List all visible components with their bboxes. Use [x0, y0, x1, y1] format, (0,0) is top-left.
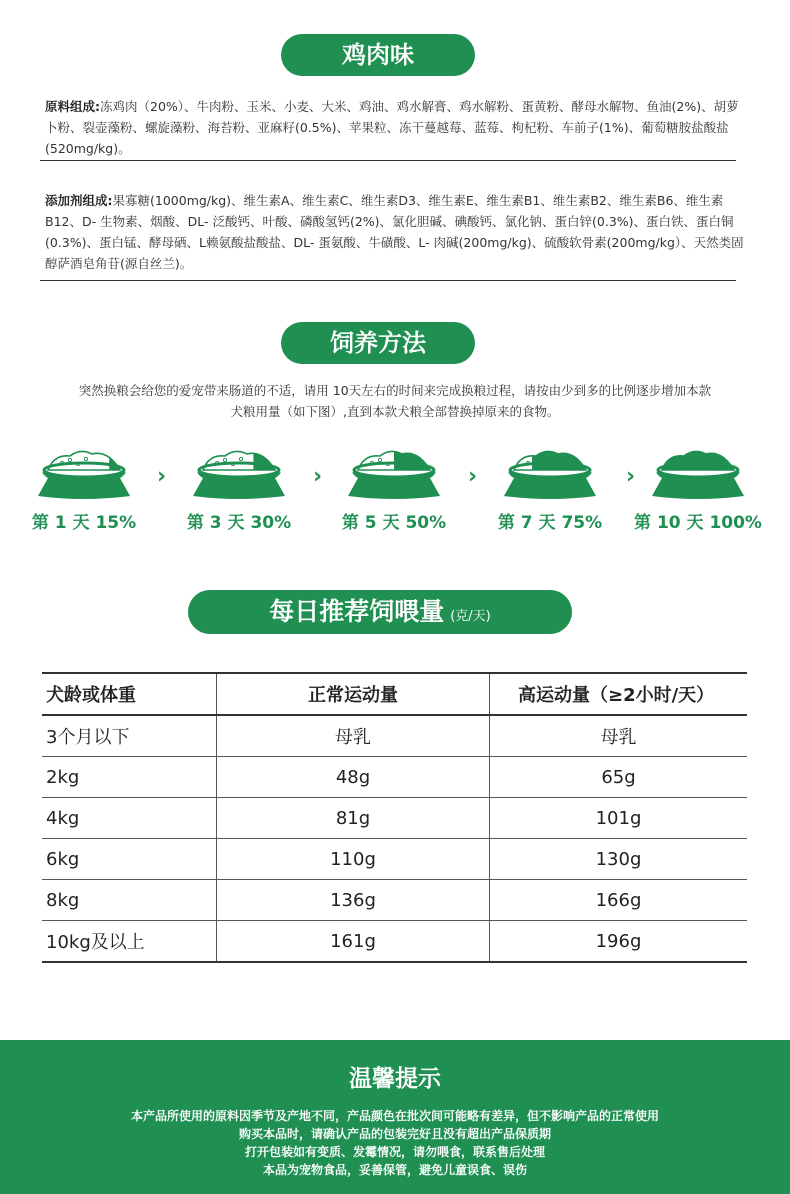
table-row [42, 757, 747, 798]
table-cell: 10kg及以上 [46, 932, 145, 953]
table-cell: 196g [490, 921, 748, 963]
table-cell: 8kg [46, 889, 80, 911]
feeding-table [42, 672, 747, 963]
table-cell: 2kg [46, 766, 80, 788]
divider [40, 160, 736, 161]
tips-lines [0, 1107, 790, 1179]
ingredients-paragraph [45, 96, 745, 159]
food-bowl-icon [36, 448, 132, 500]
daily-amount-title-text: 每日推荐饲喂量 [269, 597, 445, 626]
table-cell: 161g [217, 921, 490, 963]
table-cell: 81g [217, 798, 490, 839]
food-bowl-icon [191, 448, 287, 500]
feeding-intro [20, 380, 770, 422]
table-cell: 136g [217, 880, 490, 921]
table-cell: 130g [490, 839, 748, 880]
table-header: 高运动量（≥2小时/天） [490, 673, 748, 715]
step-label: 第 10 天 100% [634, 513, 762, 533]
table-cell: 母乳 [217, 715, 490, 757]
chevron-right-icon: › [626, 464, 636, 489]
food-bowl-icon [502, 448, 598, 500]
table-cell: 6kg [46, 848, 80, 870]
table-cell: 母乳 [490, 715, 748, 757]
additives-text: 果寡糖(1000mg/kg)、维生素A、维生素C、维生素D3、维生素E、维生素B1、维生素B2、维生素B6、维生素B12、D- 生物素、烟酸、DL- 泛酸钙、叶酸、磷酸氢钙(2%)、氯化胆碱、碘酸钙、氯化钠、蛋白锌(0.3%)、蛋白铁、蛋白铜(0.3%)、蛋白锰、酵母硒、L赖氨酸盐酸盐、DL- 蛋氨酸、牛磺酸、L- 肉碱(200mg/kg)、硫酸软骨素(200mg/kg）、天然类固醇萨酒皂角苷(源自丝兰)。 [45, 193, 744, 271]
step-label: 第 3 天 30% [186, 513, 292, 533]
table-cell: 65g [490, 757, 748, 798]
feeding-intro-line: 突然换粮会给您的爱宠带来肠道的不适，请用 10天左右的时间来完成换粮过程，请按由少到多的比例逐步增加本款 [78, 383, 712, 398]
step-label: 第 5 天 50% [341, 513, 447, 533]
table-row [42, 921, 747, 963]
table-cell: 4kg [46, 807, 80, 829]
chevron-right-icon: › [313, 464, 323, 489]
tips-line: 本品为宠物食品，妥善保管，避免儿童误食、误伤 [262, 1163, 527, 1177]
chevron-right-icon: › [157, 464, 167, 489]
table-row [42, 839, 747, 880]
table-cell: 48g [217, 757, 490, 798]
step-label: 第 7 天 75% [497, 513, 603, 533]
table-body [42, 715, 747, 962]
table-cell: 3个月以下 [46, 727, 130, 748]
table-cell: 166g [490, 880, 748, 921]
feeding-intro-line: 犬粮用量（如下图）,直到本款犬粮全部替换掉原来的食物。 [230, 404, 560, 419]
chevron-right-icon: › [468, 464, 478, 489]
transition-step [169, 448, 309, 533]
transition-step [628, 448, 768, 533]
food-bowl-icon [650, 448, 746, 500]
additives-paragraph [45, 190, 745, 274]
ingredients-text: 冻鸡肉（20%）、牛肉粉、玉米、小麦、大米、鸡油、鸡水解膏、鸡水解粉、蛋黄粉、酵母水解物、鱼油(2%)、胡萝卜粉、裂壶藻粉、螺旋藻粉、海苔粉、亚麻籽(0.5%)、苹果粒、冻干蔓越莓、蓝莓、枸杞粉、车前子(1%)、葡萄糖胺盐酸盐(520mg/kg)。 [45, 99, 739, 156]
divider [40, 280, 736, 281]
table-row [42, 715, 747, 757]
tips-line: 购买本品时，请确认产品的包装完好且没有超出产品保质期 [238, 1127, 551, 1141]
tips-line: 打开包装如有变质、发霉情况，请勿喂食，联系售后处理 [244, 1145, 545, 1159]
daily-amount-unit: (克/天) [450, 609, 491, 624]
table-row [42, 798, 747, 839]
feeding-title: 饲养方法 [281, 322, 475, 364]
ingredients-label: 原料组成: [45, 99, 100, 114]
transition-step [324, 448, 464, 533]
table-header-row [42, 673, 747, 715]
transition-step [14, 448, 154, 533]
flavor-title: 鸡肉味 [281, 34, 475, 76]
table-row [42, 880, 747, 921]
table-cell: 110g [217, 839, 490, 880]
transition-step [480, 448, 620, 533]
table-cell: 101g [490, 798, 748, 839]
tips-panel [0, 1040, 790, 1194]
additives-label: 添加剂组成: [45, 193, 113, 208]
tips-line: 本产品所使用的原料因季节及产地不同，产品颜色在批次间可能略有差异，但不影响产品的正常使用 [130, 1109, 659, 1123]
table-header: 正常运动量 [217, 673, 490, 715]
table-header: 犬龄或体重 [46, 685, 136, 706]
tips-title: 温馨提示 [349, 1066, 441, 1092]
daily-amount-title [188, 590, 572, 634]
food-bowl-icon [346, 448, 442, 500]
step-label: 第 1 天 15% [31, 513, 137, 533]
